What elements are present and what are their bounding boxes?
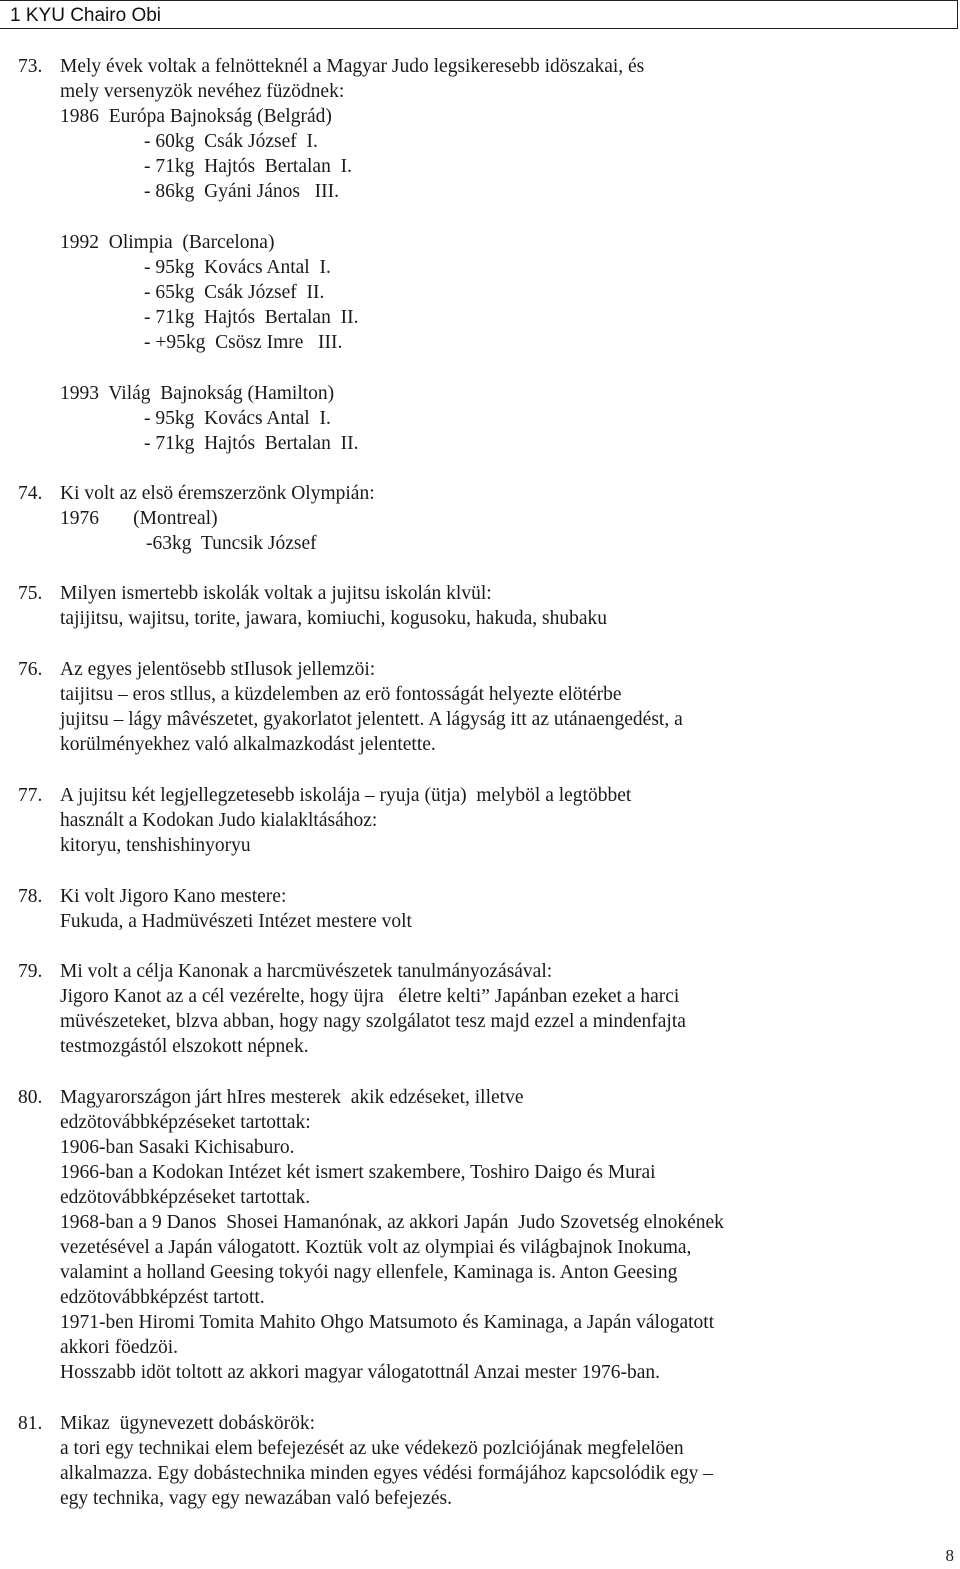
question-number: 80. xyxy=(18,1087,43,1108)
answer-text: edzötovábbképzéseket tartottak: xyxy=(60,1112,311,1133)
question-number: 76. xyxy=(18,659,43,680)
question-text: Mi volt a célja Kanonak a harcmüvészetek tanulmányozásával: xyxy=(60,961,553,982)
answer-text: 1976 (Montreal) xyxy=(60,508,218,529)
question-number: 81. xyxy=(18,1413,43,1434)
result-item: - 86kg Gyáni János III. xyxy=(144,181,339,202)
answer-text: tajijitsu, wajitsu, torite, jawara, komiuchi, kogusoku, hakuda, shubaku xyxy=(60,608,607,629)
page-number: 8 xyxy=(945,1546,954,1565)
answer-text: kitoryu, tenshishinyoryu xyxy=(60,835,251,856)
result-item: - 71kg Hajtós Bertalan I. xyxy=(144,156,352,177)
question-text: Magyarországon járt hIres mesterek akik edzéseket, illetve xyxy=(60,1087,524,1108)
event-title: 1986 Európa Bajnokság (Belgrád) xyxy=(60,106,332,127)
answer-text: Hosszabb idöt toltott az akkori magyar válogatottnál Anzai mester 1976-ban. xyxy=(60,1362,661,1383)
question-number: 79. xyxy=(18,961,43,982)
answer-text: taijitsu – eros stllus, a küzdelemben az erö fontosságát helyezte elötérbe xyxy=(60,684,622,705)
answer-text: 1966-ban a Kodokan Intézet két ismert szakembere, Toshiro Daigo és Murai xyxy=(60,1162,656,1183)
question-text: Ki volt az elsö éremszerzönk Olympián: xyxy=(60,483,375,504)
answer-text: 1906-ban Sasaki Kichisaburo. xyxy=(60,1137,295,1158)
answer-text: jujitsu – lágy mâvészetet, gyakorlatot jelentett. A lágyság itt az utánaengedést, a xyxy=(60,709,683,730)
event-title: 1992 Olimpia (Barcelona) xyxy=(60,232,275,253)
event-title: 1993 Világ Bajnokság (Hamilton) xyxy=(60,383,335,404)
page-header xyxy=(0,0,958,29)
answer-text: Jigoro Kanot az a cél vezérelte, hogy üjra életre kelti” Japánban ezeket a harci xyxy=(60,986,680,1007)
answer-text: Fukuda, a Hadmüvészeti Intézet mestere volt xyxy=(60,911,412,932)
result-item: - 95kg Kovács Antal I. xyxy=(144,257,331,278)
question-text: Milyen ismertebb iskolák voltak a jujitsu iskolán klvül: xyxy=(60,583,492,604)
answer-text: valamint a holland Geesing tokyói nagy ellenfele, Kaminaga is. Anton Geesing xyxy=(60,1262,678,1283)
question-number: 78. xyxy=(18,886,43,907)
answer-text: müvészeteket, blzva abban, hogy nagy szolgálatot tesz majd ezzel a mindenfajta xyxy=(60,1011,686,1032)
question-number: 74. xyxy=(18,483,43,504)
answer-text: vezetésével a Japán válogatott. Koztük volt az olympiai és világbajnok Inokuma, xyxy=(60,1237,692,1258)
question-number: 75. xyxy=(18,583,43,604)
result-item: - +95kg Csösz Imre III. xyxy=(144,332,343,353)
answer-text: edzötovábbképzést tartott. xyxy=(60,1287,265,1308)
result-item: - 60kg Csák József I. xyxy=(144,131,318,152)
answer-text: a tori egy technikai elem befejezését az uke védekezö pozlciójának megfelelöen xyxy=(60,1438,684,1459)
header-title: 1 KYU Chairo Obi xyxy=(10,5,162,26)
answer-text: testmozgástól elszokott népnek. xyxy=(60,1036,309,1057)
question-text: Az egyes jelentösebb stIlusok jellemzöi: xyxy=(60,659,376,680)
question-text: A jujitsu két legjellegzetesebb iskolája – ryuja (ütja) melyböl a legtöbbet xyxy=(60,785,632,806)
question-text: Mely évek voltak a felnötteknél a Magyar Judo legsikeresebb idöszakai, és xyxy=(60,56,645,77)
result-item: - 71kg Hajtós Bertalan II. xyxy=(144,433,359,454)
question-text: Mikaz ügynevezett dobáskörök: xyxy=(60,1413,316,1434)
answer-text: korülményekhez való alkalmazkodást jelentette. xyxy=(60,734,436,755)
answer-text: akkori föedzöi. xyxy=(60,1337,179,1358)
answer-text: 1971-ben Hiromi Tomita Mahito Ohgo Matsumoto és Kaminaga, a Japán válogatott xyxy=(60,1312,715,1333)
question-number: 73. xyxy=(18,56,43,77)
question-text: Ki volt Jigoro Kano mestere: xyxy=(60,886,287,907)
answer-text: edzötovábbképzéseket tartottak. xyxy=(60,1187,311,1208)
result-item: - 95kg Kovács Antal I. xyxy=(144,408,331,429)
result-item: - 71kg Hajtós Bertalan II. xyxy=(144,307,359,328)
question-number: 77. xyxy=(18,785,43,806)
answer-text: -63kg Tuncsik József xyxy=(146,533,317,554)
answer-text: használt a Kodokan Judo kialakltásához: xyxy=(60,810,378,831)
answer-text: 1968-ban a 9 Danos Shosei Hamanónak, az akkori Japán Judo Szovetség elnokének xyxy=(60,1212,724,1233)
answer-text: egy technika, vagy egy newazában való befejezés. xyxy=(60,1488,452,1509)
question-text: mely versenyzök nevéhez füzödnek: xyxy=(60,81,345,102)
answer-text: alkalmazza. Egy dobástechnika minden egyes védési formájához kapcsolódik egy – xyxy=(60,1463,714,1484)
result-item: - 65kg Csák József II. xyxy=(144,282,325,303)
